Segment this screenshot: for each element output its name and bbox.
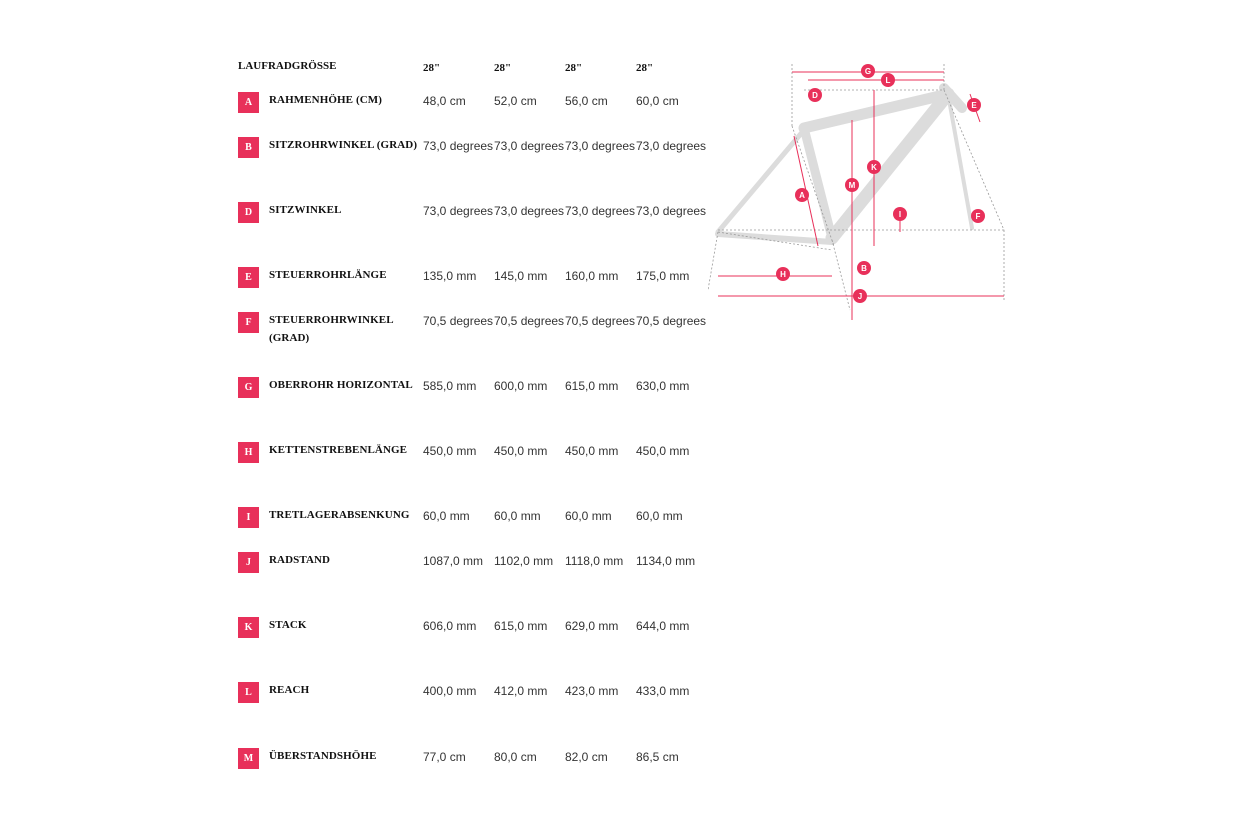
dimension-name: OBERROHR HORIZONTAL xyxy=(269,379,413,391)
dimension-value: 70,5 degrees xyxy=(423,314,494,328)
table-row xyxy=(238,311,708,376)
dimension-letter-badge: B xyxy=(238,137,259,158)
dimension-value: 615,0 mm xyxy=(494,619,548,633)
dimension-value: 1118,0 mm xyxy=(565,554,624,568)
diagram-label-h: H xyxy=(780,270,786,279)
dimension-name: SITZWINKEL xyxy=(269,204,342,216)
dimension-letter-badge: I xyxy=(238,507,259,528)
diagram-label-m: M xyxy=(848,181,856,190)
dimension-letter-badge: G xyxy=(238,377,259,398)
diagram-label-d: D xyxy=(812,91,818,100)
diagram-label-e: E xyxy=(971,101,977,110)
dimension-name: RAHMENHÖHE (CM) xyxy=(269,94,383,106)
diagram-label-j: J xyxy=(857,292,863,301)
dimension-value: 615,0 mm xyxy=(565,379,619,393)
size-header: 28" xyxy=(636,62,654,74)
geometry-table xyxy=(238,56,708,792)
dimension-value: 606,0 mm xyxy=(423,619,477,633)
diagram-label-f: F xyxy=(975,212,981,221)
dimension-value: 73,0 degrees xyxy=(636,139,707,153)
table-row xyxy=(238,266,708,311)
dimension-value: 73,0 degrees xyxy=(494,139,565,153)
table-row xyxy=(238,506,708,551)
dimension-letter-badge: K xyxy=(238,617,259,638)
diagram-label-g: G xyxy=(864,67,872,76)
table-row xyxy=(238,201,708,266)
dimension-value: 450,0 mm xyxy=(565,444,619,458)
dimension-value: 60,0 mm xyxy=(565,509,612,523)
dimension-value: 80,0 cm xyxy=(494,750,537,764)
dimension-value: 433,0 mm xyxy=(636,684,690,698)
size-header: 28" xyxy=(565,62,583,74)
dimension-name: REACH xyxy=(269,684,310,696)
diagram-label-i: I xyxy=(898,210,902,219)
table-row xyxy=(238,376,708,441)
diagram-label-l: L xyxy=(885,76,891,85)
dimension-letter-badge: H xyxy=(238,442,259,463)
size-header: 28" xyxy=(494,62,512,74)
dimension-name: STACK xyxy=(269,619,307,631)
dimension-letter-badge: L xyxy=(238,682,259,703)
dimension-value: 73,0 degrees xyxy=(565,204,636,218)
dimension-name: ÜBERSTANDSHÖHE xyxy=(269,750,377,762)
dimension-value: 86,5 cm xyxy=(636,750,679,764)
table-row xyxy=(238,441,708,506)
dimension-value: 52,0 cm xyxy=(494,94,537,108)
dimension-name: SITZROHRWINKEL (GRAD) xyxy=(269,139,418,151)
dimension-value: 412,0 mm xyxy=(494,684,548,698)
table-header-row xyxy=(238,56,708,91)
dimension-letter-badge: E xyxy=(238,267,259,288)
table-row xyxy=(238,136,708,201)
dimension-letter-badge: D xyxy=(238,202,259,223)
wheel-size-header: LAUFRADGRÖSSE xyxy=(238,60,337,72)
dimension-value: 73,0 degrees xyxy=(636,204,707,218)
dimension-value: 160,0 mm xyxy=(565,269,619,283)
dimension-value: 70,5 degrees xyxy=(565,314,636,328)
diagram-label-k: K xyxy=(871,163,877,172)
dimension-value: 644,0 mm xyxy=(636,619,690,633)
dimension-value: 450,0 mm xyxy=(636,444,690,458)
dimension-value: 135,0 mm xyxy=(423,269,477,283)
dimension-letter-badge: J xyxy=(238,552,259,573)
dimension-value: 60,0 mm xyxy=(423,509,470,523)
dimension-letter-badge: F xyxy=(238,312,259,333)
dimension-value: 60,0 mm xyxy=(494,509,541,523)
frame-geometry-diagram xyxy=(708,50,1028,330)
dimension-value: 60,0 mm xyxy=(636,509,683,523)
dimension-name: KETTENSTREBENLÄNGE xyxy=(269,444,408,456)
diagram-label-b: B xyxy=(861,264,867,273)
dimension-value: 73,0 degrees xyxy=(494,204,565,218)
dimension-value: 423,0 mm xyxy=(565,684,619,698)
table-row xyxy=(238,681,708,747)
dimension-value: 629,0 mm xyxy=(565,619,619,633)
dimension-value: 450,0 mm xyxy=(494,444,548,458)
dimension-value: 77,0 cm xyxy=(423,750,466,764)
dimension-letter-badge: A xyxy=(238,92,259,113)
dimension-value: 60,0 cm xyxy=(636,94,679,108)
dimension-value: 70,5 degrees xyxy=(636,314,707,328)
size-header: 28" xyxy=(423,62,441,74)
table-row xyxy=(238,747,708,792)
dimension-letter-badge: M xyxy=(238,748,259,769)
dimension-value: 73,0 degrees xyxy=(423,204,494,218)
dimension-name: TRETLAGERABSENKUNG xyxy=(269,509,410,521)
dimension-name: STEUERROHRWINKEL (GRAD) xyxy=(269,314,394,344)
dimension-value: 82,0 cm xyxy=(565,750,608,764)
table-row xyxy=(238,616,708,681)
diagram-label-a: A xyxy=(799,191,805,200)
dimension-value: 1102,0 mm xyxy=(494,554,554,568)
dimension-value: 450,0 mm xyxy=(423,444,477,458)
dimension-name: STEUERROHRLÄNGE xyxy=(269,269,387,281)
dimension-value: 585,0 mm xyxy=(423,379,477,393)
dimension-value: 56,0 cm xyxy=(565,94,608,108)
table-row xyxy=(238,551,708,616)
dimension-name: RADSTAND xyxy=(269,554,331,566)
dimension-value: 1087,0 mm xyxy=(423,554,484,568)
dimension-value: 600,0 mm xyxy=(494,379,548,393)
dimension-value: 145,0 mm xyxy=(494,269,548,283)
dimension-value: 73,0 degrees xyxy=(423,139,494,153)
dimension-value: 48,0 cm xyxy=(423,94,466,108)
table-row xyxy=(238,91,708,136)
dimension-value: 73,0 degrees xyxy=(565,139,636,153)
dimension-value: 175,0 mm xyxy=(636,269,690,283)
dimension-value: 1134,0 mm xyxy=(636,554,696,568)
dimension-value: 70,5 degrees xyxy=(494,314,565,328)
dimension-value: 630,0 mm xyxy=(636,379,690,393)
dimension-value: 400,0 mm xyxy=(423,684,477,698)
